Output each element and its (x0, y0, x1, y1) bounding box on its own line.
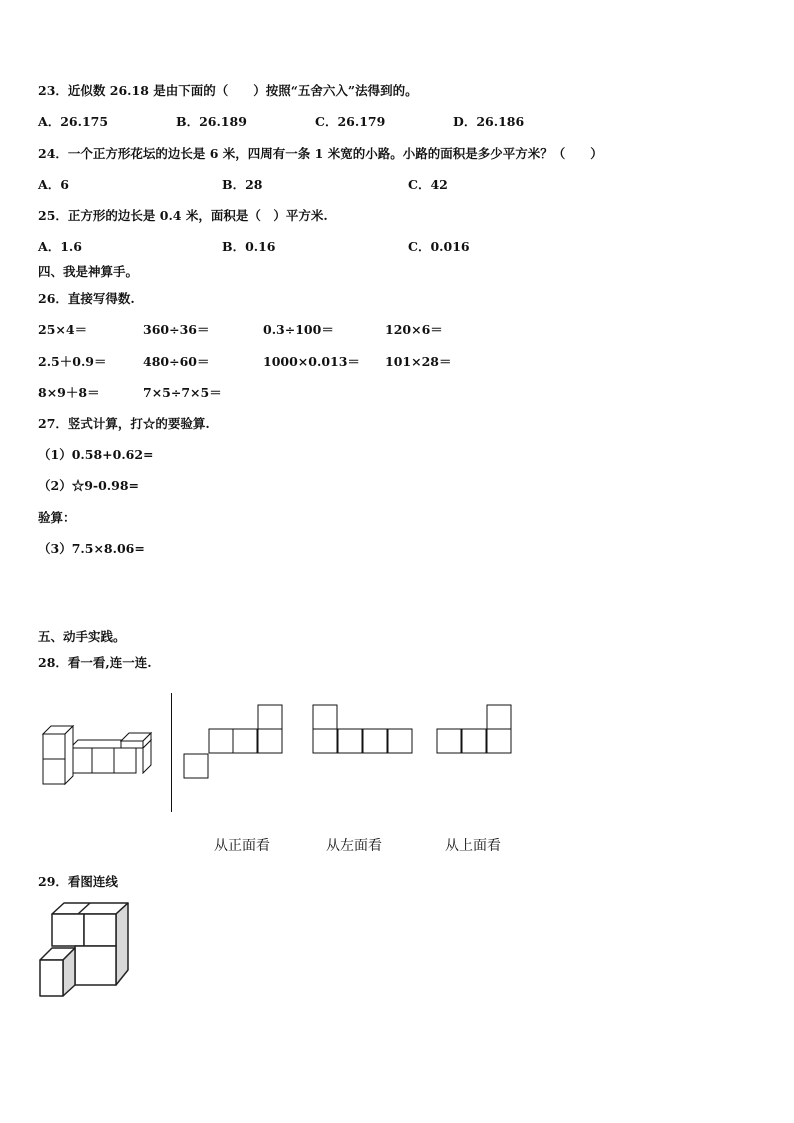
q24-stem: 24．一个正方形花坛的边长是 6 米，四周有一条 1 米宽的小路。小路的面积是多少平方米？（ ） (38, 146, 603, 161)
q26-item: 8×9＋8＝ (38, 385, 100, 400)
q29-stem: 29．看图连线 (38, 874, 118, 889)
q26-item: 101×28＝ (385, 354, 452, 369)
q28-stem: 28．看一看,连一连. (38, 655, 152, 670)
caption-left-view: 从左面看 (326, 838, 382, 854)
section-5-title: 五、动手实践。 (38, 629, 126, 644)
q26-stem: 26．直接写得数. (38, 291, 135, 306)
caption-front-view: 从正面看 (214, 838, 270, 854)
q26-item: 360÷36＝ (143, 322, 210, 337)
q27-item-2: （2）☆9-0.98= (38, 478, 140, 493)
q26-item: 120×6＝ (385, 322, 443, 337)
q26-item: 25×4＝ (38, 322, 88, 337)
q25-option-c: C．0.016 (408, 239, 470, 254)
q26-item: 0.3÷100＝ (263, 322, 334, 337)
q27-item-3: （3）7.5×8.06= (38, 541, 145, 556)
q27-stem: 27．竖式计算，打☆的要验算. (38, 416, 210, 431)
q23-option-b: B．26.189 (176, 114, 247, 129)
q23-option-a: A．26.175 (38, 114, 109, 129)
q24-option-c: C．42 (408, 177, 448, 192)
q26-item: 2.5＋0.9＝ (38, 354, 107, 369)
q25-option-b: B．0.16 (222, 239, 276, 254)
q27-item-1: （1）0.58+0.62= (38, 447, 154, 462)
q23-option-c: C．26.179 (315, 114, 386, 129)
q23-stem: 23．近似数 26.18 是由下面的（ ）按照“五舍六入”法得到的。 (38, 83, 418, 98)
section-4-title: 四、我是神算手。 (38, 264, 139, 279)
q23-option-d: D．26.186 (453, 114, 525, 129)
q26-item: 7×5÷7×5＝ (143, 385, 222, 400)
q24-option-a: A．6 (38, 177, 69, 192)
q26-item: 1000×0.013＝ (263, 354, 360, 369)
q25-stem: 25．正方形的边长是 0.4 米，面积是（ ）平方米. (38, 208, 328, 223)
q26-item: 480÷60＝ (143, 354, 210, 369)
q25-option-a: A．1.6 (38, 239, 82, 254)
caption-top-view: 从上面看 (445, 838, 501, 854)
q27-check-label: 验算： (38, 510, 76, 525)
q24-option-b: B．28 (222, 177, 263, 192)
